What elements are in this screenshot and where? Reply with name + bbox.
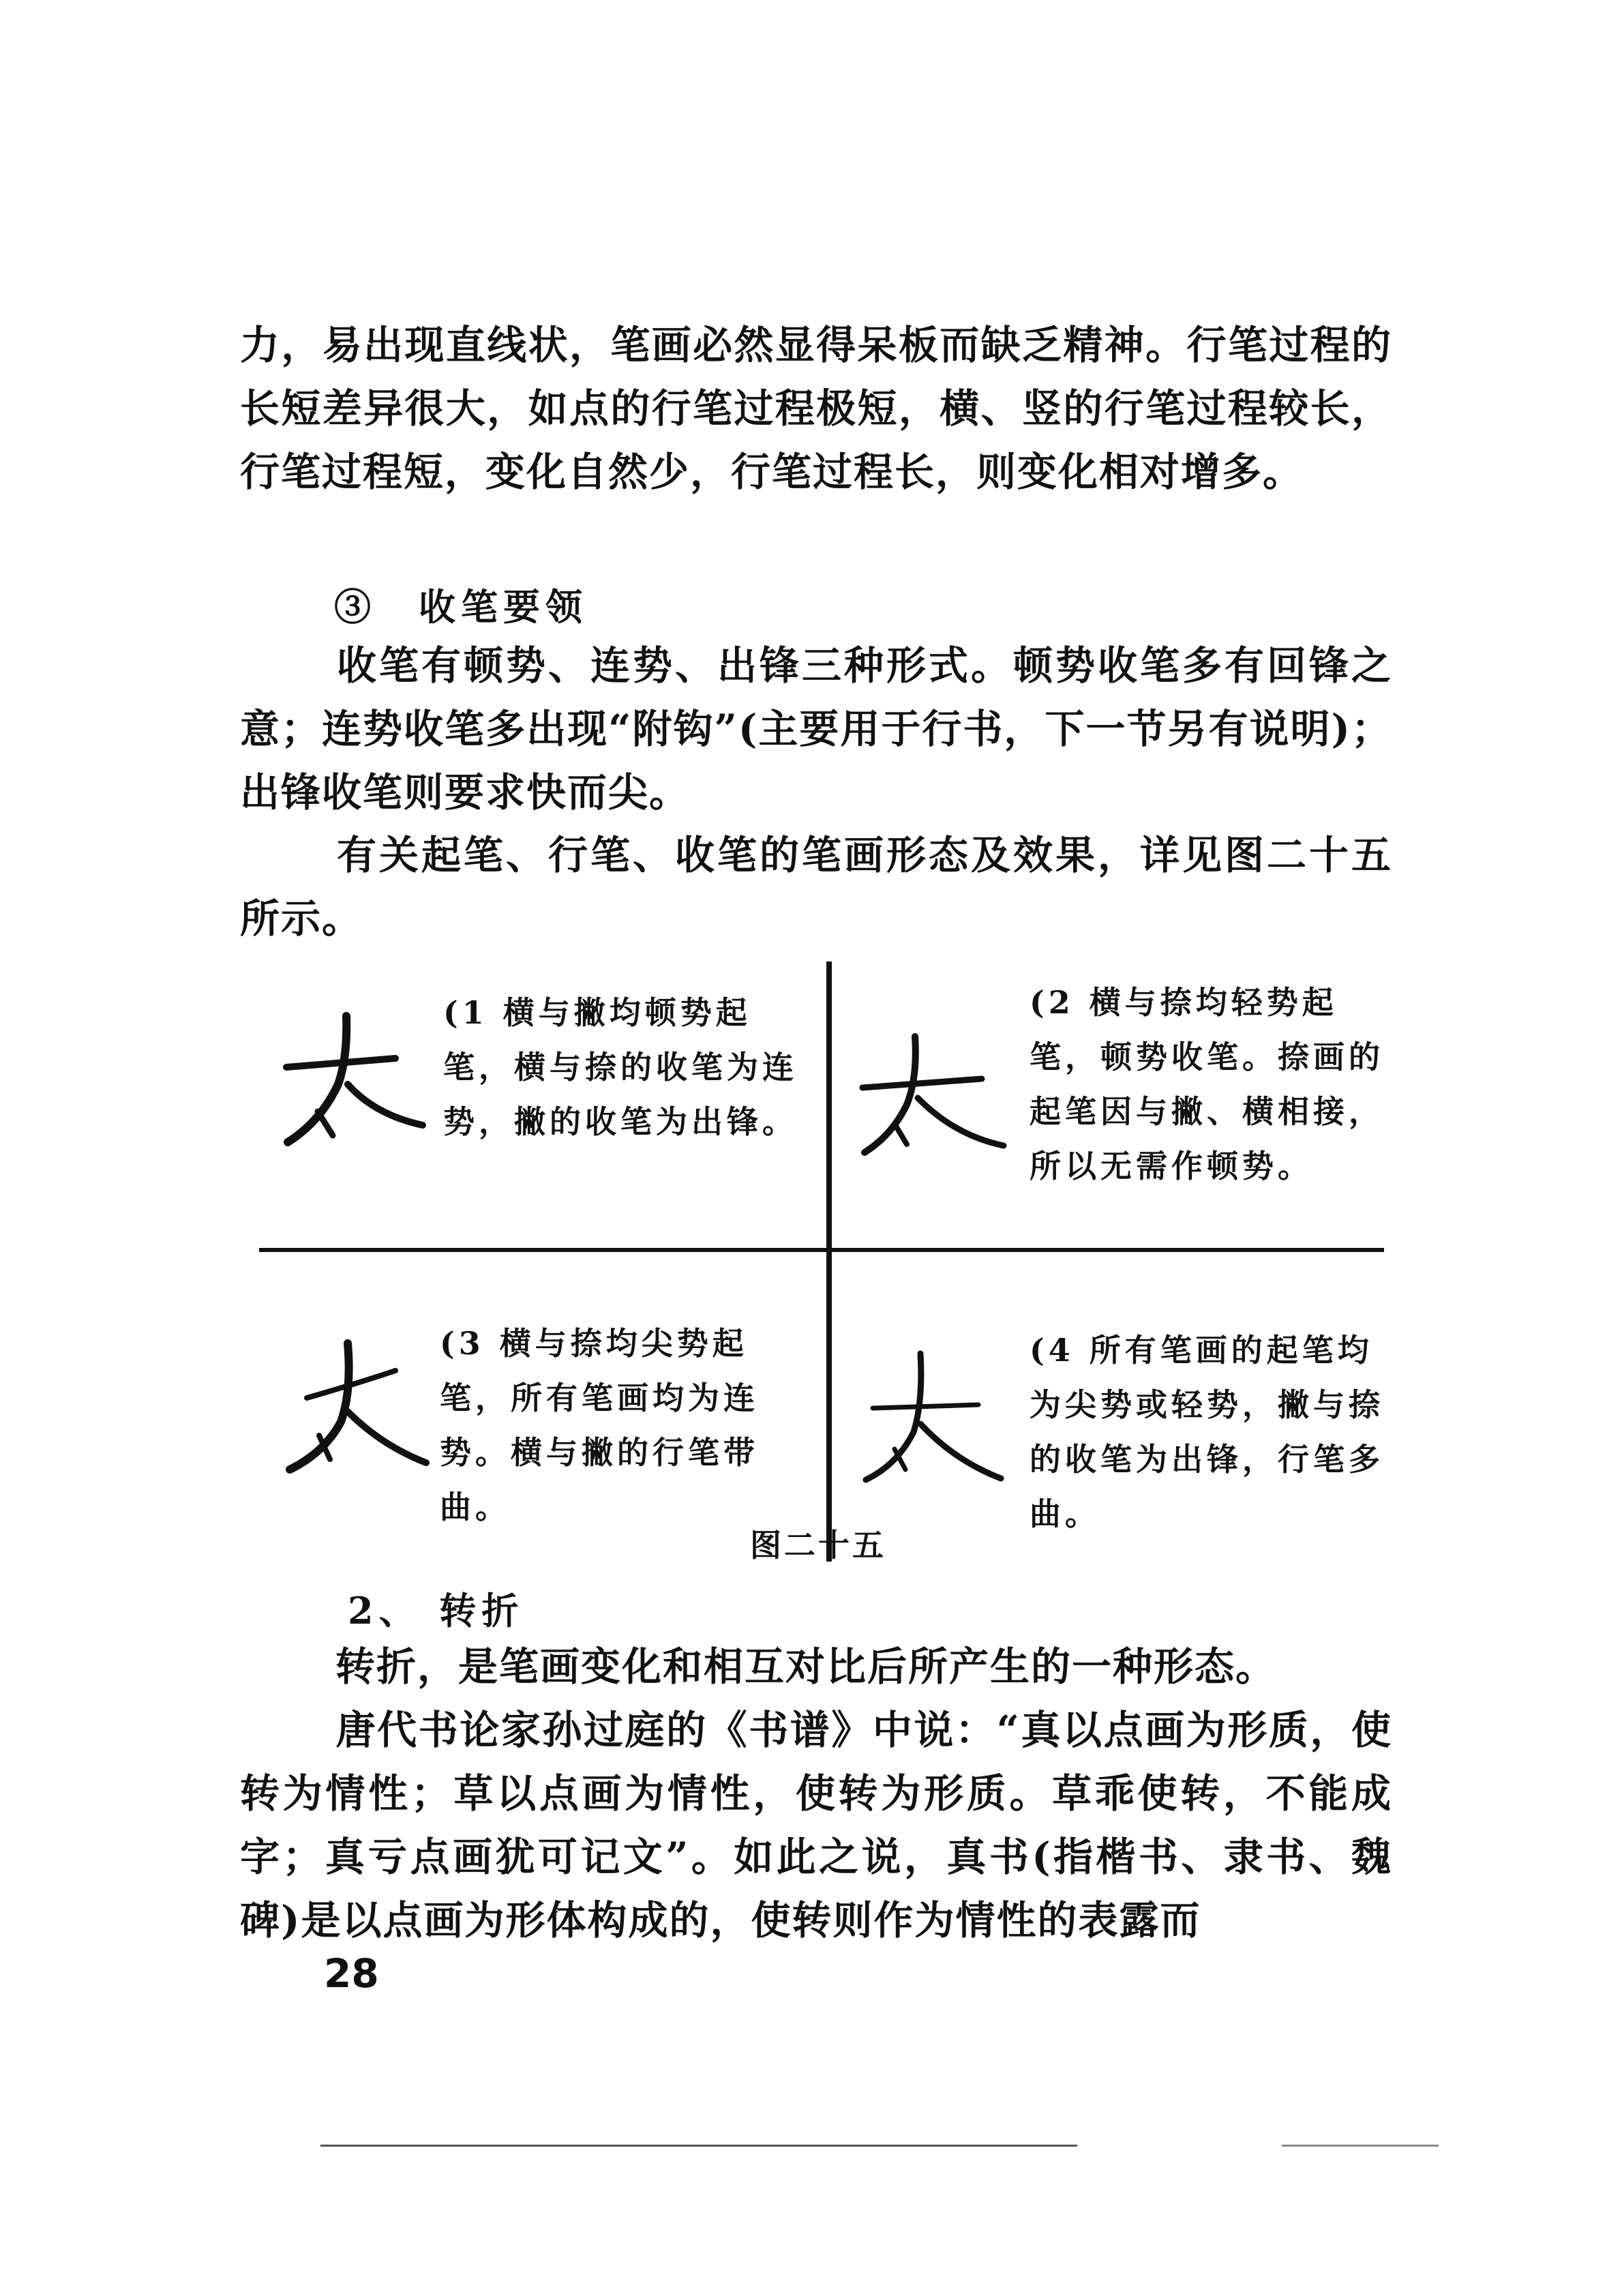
page-number: 28 [324,1950,379,1997]
calligraphy-glyph-4 [852,1343,1009,1500]
scan-artifact-line [320,2145,1077,2147]
calligraphy-glyph-1 [273,1002,430,1159]
heading-zhuanzhe: 2、 转折 [348,1589,524,1632]
caption-1: (1 横与撇均顿势起笔，横与捺的收笔为连势，撇的收笔为出锋。 [443,994,798,1140]
figure-25 [259,961,1384,1575]
paragraph-zhuanzhe-definition: 转折，是笔画变化和相互对比后所产生的一种形态。 [335,1643,1277,1690]
calligraphy-glyph-2 [852,1016,1009,1173]
figure-label: 图二十五 [750,1527,886,1564]
paragraph-stroke-process: 力，易出现直线状，笔画必然显得呆板而缺乏精神。行笔过程的长短差异很大，如点的行笔过程极短，横、竖的行笔过程较长，行笔过程短，变化自然少，行笔过程长，则变化相对增多。 [240,322,1392,495]
scan-artifact-line-right [1282,2145,1439,2147]
figure-horizontal-divider [259,1248,1384,1252]
figure-vertical-divider [826,961,832,1562]
heading-shoubi: ③ 收笔要领 [334,585,588,629]
caption-3: (3 横与捺均尖势起笔，所有笔画均为连势。横与撇的行笔带曲。 [440,1325,759,1525]
paragraph-figure-ref: 有关起笔、行笔、收笔的笔画形态及效果，详见图二十五所示。 [240,832,1392,942]
paragraph-shupu-quote: 唐代书论家孙过庭的《书谱》中说：“真以点画为形质，使转为情性；草以点画为情性，使转为形质。草乖使转，不能成字；真亏点画犹可记文”。如此之说，真书(指楷书、隶书、魏碑)是以点画为形体构成的，使转则作为情性的表露而 [240,1707,1392,1943]
paragraph-shoubi: 收笔有顿势、连势、出锋三种形式。顿势收笔多有回锋之意；连势收笔多出现“附钩”(主要用于行书，下一节另有说明)；出锋收笔则要求快而尖。 [240,642,1392,816]
caption-2: (2 横与捺均轻势起笔，顿势收笔。捺画的起笔因与撇、横相接，所以无需作顿势。 [1030,984,1384,1184]
calligraphy-glyph-3 [280,1330,436,1487]
caption-4: (4 所有笔画的起笔均为尖势或轻势，撇与捺的收笔为出锋，行笔多曲。 [1030,1332,1384,1532]
